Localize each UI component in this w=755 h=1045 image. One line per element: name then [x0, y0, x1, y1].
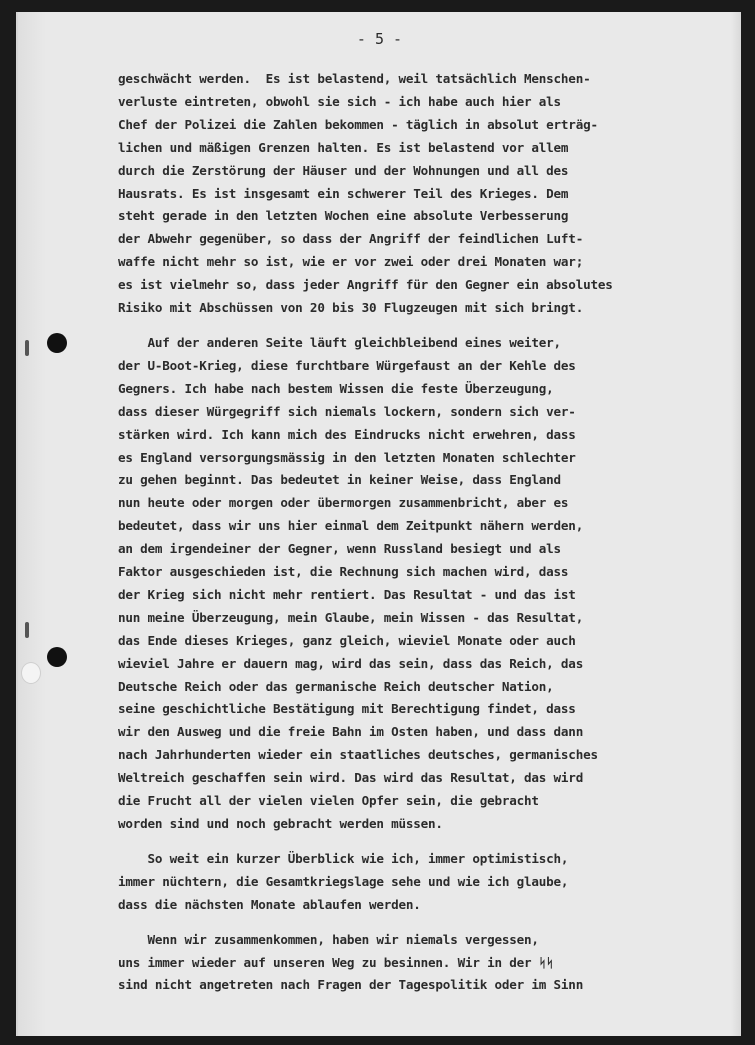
text-line: durch die Zerstörung der Häuser und der Wohnungen und all des: [118, 162, 569, 178]
text-line: nun heute oder morgen oder übermorgen zusammenbricht, aber es: [118, 495, 569, 511]
punch-hole-shadow: [21, 662, 41, 684]
text-line: nun meine Überzeugung, mein Glaube, mein Wissen - das Resultat,: [118, 609, 584, 625]
text-line: verluste eintreten, obwohl sie sich - ich habe auch hier als: [118, 93, 561, 109]
hole-reinforcement-mark: [25, 622, 29, 638]
paragraph: [118, 848, 748, 917]
text-line: stärken wird. Ich kann mich des Eindrucks nicht erwehren, dass: [118, 426, 576, 442]
text-line: Deutsche Reich oder das germanische Reich deutscher Nation,: [118, 678, 554, 694]
text-line: dass dieser Würgegriff sich niemals lockern, sondern sich ver-: [118, 403, 576, 419]
text-line: es England versorgungsmässig in den letzten Monaten schlechter: [118, 449, 576, 465]
text-line: wir den Ausweg und die freie Bahn im Osten haben, und dass dann: [118, 724, 584, 740]
text-line: So weit ein kurzer Überblick wie ich, immer optimistisch,: [118, 850, 569, 866]
text-line: nach Jahrhunderten wieder ein staatliches deutsches, germanisches: [118, 747, 598, 763]
punch-hole: [47, 333, 67, 353]
text-line: bedeutet, dass wir uns hier einmal dem Zeitpunkt nähern werden,: [118, 518, 584, 534]
hole-reinforcement-mark: [25, 340, 29, 356]
paragraph: [118, 68, 748, 320]
text-line: an dem irgendeiner der Gegner, wenn Russland besiegt und als: [118, 541, 561, 557]
text-line: Risiko mit Abschüssen von 20 bis 30 Flugzeugen mit sich bringt.: [118, 300, 584, 316]
text-line: lichen und mäßigen Grenzen halten. Es ist belastend vor allem: [118, 139, 569, 155]
paper-edge: [18, 12, 46, 1036]
text-line: Gegners. Ich habe nach bestem Wissen die feste Überzeugung,: [118, 380, 554, 396]
text-line: Weltreich geschaffen sein wird. Das wird das Resultat, das wird: [118, 770, 584, 786]
text-line: der U-Boot-Krieg, diese furchtbare Würgefaust an der Kehle des: [118, 357, 576, 373]
paragraph: [118, 929, 748, 998]
paragraph: [118, 332, 748, 836]
text-line: Auf der anderen Seite läuft gleichbleibend eines weiter,: [118, 334, 561, 350]
text-line: Hausrats. Es ist insgesamt ein schwerer Teil des Krieges. Dem: [118, 185, 569, 201]
text-line: Faktor ausgeschieden ist, die Rechnung sich machen wird, dass: [118, 564, 569, 580]
text-line: die Frucht all der vielen vielen Opfer sein, die gebracht: [118, 793, 539, 809]
text-line: Wenn wir zusammenkommen, haben wir niemals vergessen,: [118, 931, 539, 947]
text-line: der Krieg sich nicht mehr rentiert. Das Resultat - und das ist: [118, 586, 576, 602]
text-line: es ist vielmehr so, dass jeder Angriff für den Gegner ein absolutes: [118, 277, 613, 293]
text-line: steht gerade in den letzten Wochen eine absolute Verbesserung: [118, 208, 569, 224]
text-line: wieviel Jahre er dauern mag, wird das sein, dass das Reich, das: [118, 655, 584, 671]
text-line: geschwächt werden. Es ist belastend, weil tatsächlich Menschen-: [118, 71, 591, 86]
text-line: waffe nicht mehr so ist, wie er vor zwei oder drei Monaten war;: [118, 254, 584, 270]
text-line: dass die nächsten Monate ablaufen werden.: [118, 896, 421, 912]
punch-hole: [47, 647, 67, 667]
text-line: der Abwehr gegenüber, so dass der Angriff der feindlichen Luft-: [118, 231, 584, 247]
text-line: zu gehen beginnt. Das bedeutet in keiner Weise, dass England: [118, 472, 561, 488]
text-line: sind nicht angetreten nach Fragen der Tagespolitik oder im Sinn: [118, 977, 584, 993]
document-page: [16, 12, 741, 1036]
text-line: Chef der Polizei die Zahlen bekommen - täglich in absolut erträg-: [118, 116, 598, 132]
page-number: - 5 -: [356, 30, 403, 48]
text-line: immer nüchtern, die Gesamtkriegslage sehe und wie ich glaube,: [118, 873, 569, 889]
text-line: worden sind und noch gebracht werden müssen.: [118, 816, 443, 831]
text-line: seine geschichtliche Bestätigung mit Berechtigung findet, dass: [118, 701, 576, 717]
text-line: uns immer wieder auf unseren Weg zu besinnen. Wir in der ᛋᛋ: [118, 954, 554, 970]
text-line: das Ende dieses Krieges, ganz gleich, wieviel Monate oder auch: [118, 632, 576, 648]
body-text: [118, 68, 748, 1009]
